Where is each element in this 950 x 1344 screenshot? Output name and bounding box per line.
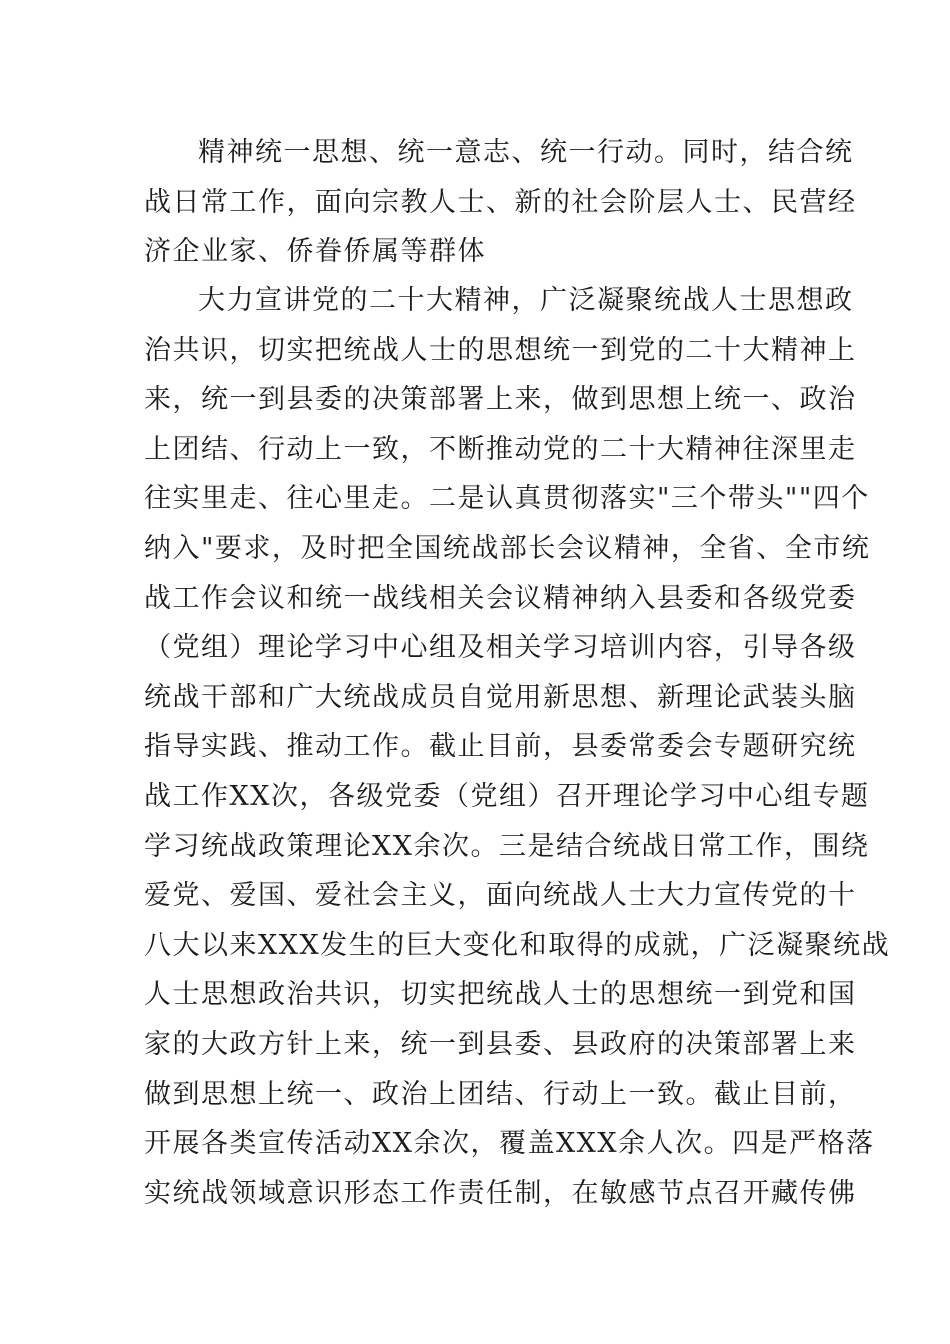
paragraph-line: 实统战领域意识形态工作责任制，在敏感节点召开藏传佛 — [144, 1177, 857, 1209]
paragraph-line: 大力宣讲党的二十大精神，广泛凝聚统战人士思想政 — [198, 285, 854, 316]
paragraph-line: 战日常工作，面向宗教人士、新的社会阶层人士、民营经 — [144, 186, 857, 218]
paragraph-line: 爱党、爱国、爱社会主义，面向统战人士大力宣传党的十 — [144, 880, 857, 912]
paragraph-line: （党组）理论学习中心组及相关学习培训内容，引导各级 — [144, 632, 857, 664]
paragraph-line: 战工作XX次，各级党委（党组）召开理论学习中心组专题 — [144, 780, 870, 812]
paragraph-line: 来，统一到县委的决策部署上来，做到思想上统一、政治 — [144, 384, 857, 416]
paragraph-line: 家的大政方针上来，统一到县委、县政府的决策部署上来 — [144, 1028, 857, 1060]
paragraph-line: 做到思想上统一、政治上团结、行动上一致。截止目前， — [144, 1078, 857, 1110]
paragraph-line: 上团结、行动上一致，不断推动党的二十大精神往深里走 — [144, 433, 857, 465]
paragraph-line: 精神统一思想、统一意志、统一行动。同时，结合统 — [198, 137, 854, 168]
paragraph-line: 往实里走、往心里走。二是认真贯彻落实"三个带头""四个 — [144, 483, 870, 515]
paragraph-line: 战工作会议和统一战线相关会议精神纳入县委和各级党委 — [144, 582, 857, 614]
paragraph-line: 纳入"要求，及时把全国统战部长会议精神，全省、全市统 — [144, 532, 871, 564]
paragraph-line: 济企业家、侨眷侨属等群体 — [144, 236, 486, 268]
paragraph-line: 治共识，切实把统战人士的思想统一到党的二十大精神上 — [144, 334, 857, 366]
paragraph-line: 指导实践、推动工作。截止目前，县委常委会专题研究统 — [144, 731, 857, 763]
paragraph-line: 八大以来XXX发生的巨大变化和取得的成就，广泛凝聚统战 — [144, 929, 891, 961]
paragraph-line: 开展各类宣传活动XX余次，覆盖XXX余人次。四是严格落 — [144, 1128, 875, 1160]
paragraph-line: 统战干部和广大统战成员自觉用新思想、新理论武装头脑 — [144, 681, 857, 713]
paragraph-2 — [144, 276, 891, 1218]
paragraph-line: 人士思想政治共识，切实把统战人士的思想统一到党和国 — [144, 979, 857, 1011]
paragraph-line: 学习统战政策理论XX余次。三是结合统战日常工作，围绕 — [144, 830, 870, 862]
paragraph-1 — [144, 128, 857, 277]
